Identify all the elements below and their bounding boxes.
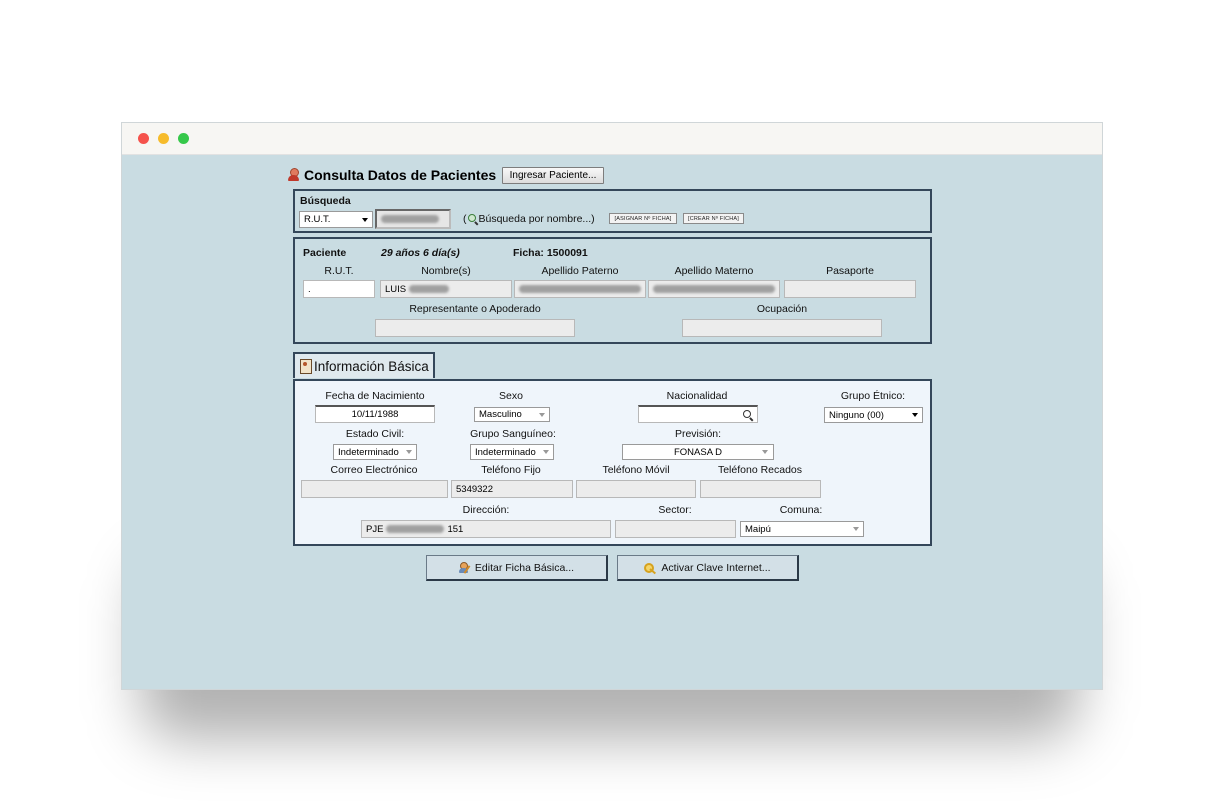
telefono-fijo-value: 5349322 — [456, 483, 493, 495]
correo-field[interactable] — [301, 480, 448, 498]
informacion-basica-panel — [293, 379, 932, 546]
tab-informacion-basica-label: Información Básica — [314, 358, 429, 374]
chevron-down-icon — [912, 413, 918, 417]
editar-ficha-basica-button[interactable] — [426, 555, 608, 581]
grupo-etnico-select[interactable] — [824, 407, 923, 423]
apellido-materno-header: Apellido Materno — [674, 265, 754, 277]
grupo-etnico-label: Grupo Étnico: — [840, 390, 906, 402]
rut-field[interactable] — [303, 280, 375, 298]
apellido-paterno-field[interactable] — [514, 280, 646, 298]
rut-search-input[interactable] — [375, 209, 451, 229]
sector-label: Sector: — [658, 504, 692, 516]
editar-ficha-basica-label: Editar Ficha Básica... — [474, 561, 575, 574]
sexo-value: Masculino — [479, 409, 522, 420]
apellido-materno-field[interactable] — [648, 280, 780, 298]
apellido-paterno-header: Apellido Paterno — [541, 265, 619, 277]
redacted-apellido-paterno — [519, 285, 641, 293]
direccion-suffix: 151 — [447, 523, 464, 535]
ocupacion-header: Ocupación — [756, 303, 808, 315]
nacionalidad-input[interactable] — [638, 405, 758, 423]
patient-ficha: Ficha: 1500091 — [513, 247, 588, 259]
search-by-name-link[interactable] — [463, 213, 595, 225]
grupo-etnico-value: Ninguno (00) — [829, 409, 884, 421]
redacted-nombre — [409, 285, 449, 293]
maximize-window-icon[interactable] — [178, 133, 189, 144]
prevision-select[interactable] — [622, 444, 774, 460]
direccion-prefix: PJE — [366, 523, 384, 535]
nombres-header: Nombre(s) — [421, 265, 471, 277]
comuna-select[interactable] — [740, 521, 864, 537]
sexo-select[interactable] — [474, 407, 550, 422]
estado-civil-label: Estado Civil: — [345, 428, 405, 440]
comuna-value: Maipú — [745, 523, 771, 535]
direccion-label: Dirección: — [462, 504, 510, 516]
pasaporte-field[interactable] — [784, 280, 916, 298]
open-paren: ( — [463, 213, 467, 225]
ocupacion-field[interactable] — [682, 319, 882, 337]
representante-field[interactable] — [375, 319, 575, 337]
telefono-fijo-field[interactable] — [451, 480, 573, 498]
telefono-movil-label: Teléfono Móvil — [602, 464, 670, 476]
minimize-window-icon[interactable] — [158, 133, 169, 144]
telefono-fijo-label: Teléfono Fijo — [481, 464, 541, 476]
activar-clave-internet-button[interactable] — [617, 555, 799, 581]
chevron-down-icon — [362, 218, 368, 222]
estado-civil-select[interactable] — [333, 444, 417, 460]
prevision-value: FONASA D — [673, 446, 723, 458]
fecha-nacimiento-value: 10/11/1988 — [351, 409, 399, 420]
sector-field[interactable] — [615, 520, 736, 538]
telefono-recados-field[interactable] — [700, 480, 821, 498]
nombres-value: LUIS — [385, 283, 407, 295]
pasaporte-header: Pasaporte — [826, 265, 874, 277]
busqueda-label: Búsqueda — [300, 195, 351, 207]
fecha-nacimiento-input[interactable] — [315, 405, 435, 423]
search-by-name-text: Búsqueda por nombre...) — [478, 213, 595, 225]
key-icon — [644, 562, 657, 574]
chevron-down-icon — [406, 450, 412, 454]
nacionalidad-label: Nacionalidad — [666, 390, 728, 402]
browser-window — [121, 122, 1103, 690]
fecha-nacimiento-label: Fecha de Nacimiento — [325, 390, 425, 402]
ingresar-paciente-button[interactable]: Ingresar Paciente... — [502, 167, 604, 184]
grupo-sanguineo-label: Grupo Sanguíneo: — [470, 428, 556, 440]
page-title — [287, 167, 496, 183]
activar-clave-internet-label: Activar Clave Internet... — [661, 561, 771, 574]
telefono-movil-field[interactable] — [576, 480, 696, 498]
chevron-down-icon — [853, 527, 859, 531]
chevron-down-icon — [762, 450, 768, 454]
search-icon — [468, 214, 478, 224]
patient-age: 29 años 6 día(s) — [381, 247, 460, 259]
telefono-recados-label: Teléfono Recados — [717, 464, 803, 476]
redacted-rut — [381, 215, 439, 223]
close-window-icon[interactable] — [138, 133, 149, 144]
patient-user-icon — [287, 168, 300, 182]
window-titlebar — [122, 123, 1102, 155]
direccion-field[interactable] — [361, 520, 611, 538]
paciente-panel — [293, 237, 932, 344]
page-title-text: Consulta Datos de Pacientes — [304, 167, 497, 183]
search-type-value: R.U.T. — [304, 214, 331, 225]
redacted-apellido-materno — [653, 285, 775, 293]
tab-informacion-basica[interactable] — [293, 352, 435, 378]
search-icon — [743, 410, 753, 420]
rut-header: R.U.T. — [324, 265, 354, 277]
asignar-ficha-button[interactable]: [ASIGNAR Nº FICHA] — [609, 213, 677, 224]
page-content — [122, 155, 1102, 689]
grupo-sanguineo-select[interactable] — [470, 444, 554, 460]
search-type-select[interactable] — [299, 211, 373, 228]
chevron-down-icon — [539, 413, 545, 417]
chevron-down-icon — [543, 450, 549, 454]
rut-value: . — [308, 283, 311, 295]
nombres-field[interactable] — [380, 280, 512, 298]
correo-label: Correo Electrónico — [330, 464, 418, 476]
paciente-label: Paciente — [303, 247, 347, 259]
contact-card-icon — [300, 359, 312, 374]
comuna-label: Comuna: — [779, 504, 823, 516]
edit-user-icon — [459, 562, 471, 574]
crear-ficha-button[interactable]: [CREAR Nº FICHA] — [683, 213, 744, 224]
busqueda-panel — [293, 189, 932, 233]
grupo-sanguineo-value: Indeterminado — [475, 446, 536, 458]
redacted-direccion — [386, 525, 444, 533]
prevision-label: Previsión: — [674, 428, 722, 440]
estado-civil-value: Indeterminado — [338, 446, 399, 458]
representante-header: Representante o Apoderado — [409, 303, 541, 315]
sexo-label: Sexo — [499, 390, 523, 402]
